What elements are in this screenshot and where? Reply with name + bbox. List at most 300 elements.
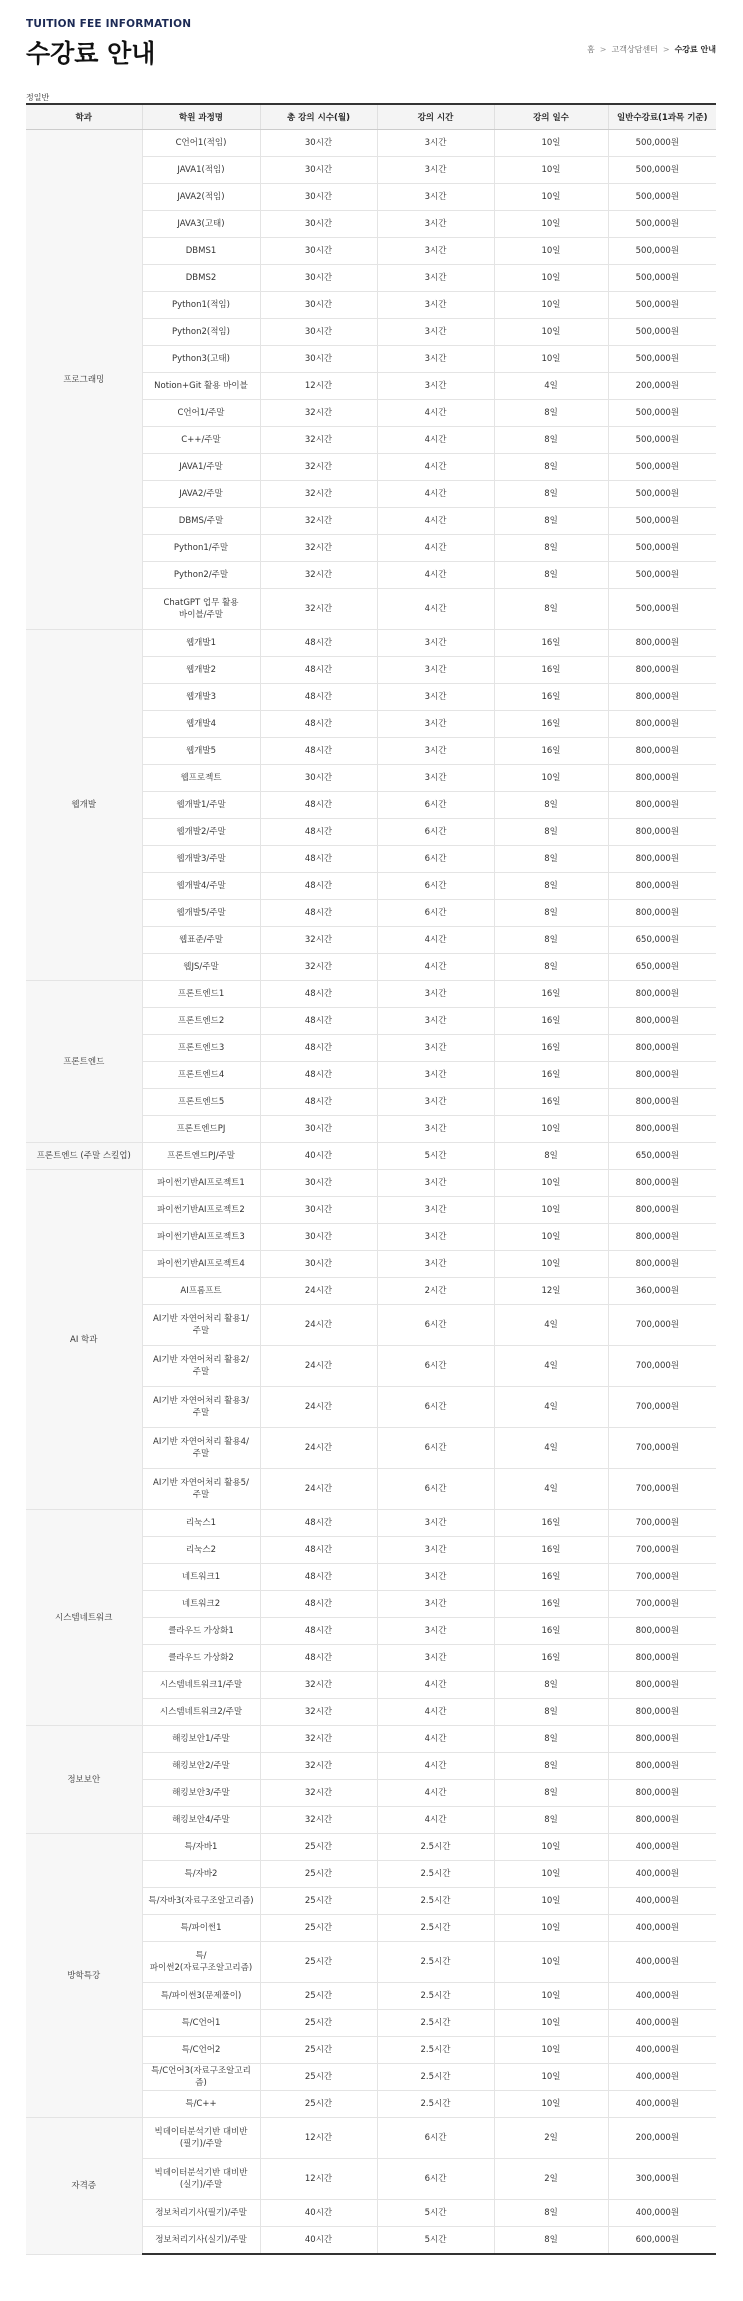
total-hours-cell: 48시간 bbox=[260, 900, 377, 927]
total-hours-cell: 25시간 bbox=[260, 1915, 377, 1942]
course-name-cell: 네트워크2 bbox=[142, 1591, 260, 1618]
lecture-time-cell: 4시간 bbox=[377, 1780, 494, 1807]
course-name-cell: 웹개발2 bbox=[142, 657, 260, 684]
days-cell: 8일 bbox=[494, 846, 608, 873]
lecture-time-cell: 3시간 bbox=[377, 130, 494, 157]
lecture-time-cell: 3시간 bbox=[377, 1062, 494, 1089]
fee-cell: 500,000원 bbox=[608, 481, 716, 508]
dept-cell: 시스템네트워크 bbox=[26, 1510, 142, 1726]
course-name-cell: 프론트엔드5 bbox=[142, 1089, 260, 1116]
course-name-cell: JAVA1(적임) bbox=[142, 157, 260, 184]
days-cell: 10일 bbox=[494, 2064, 608, 2091]
dept-cell: AI 학과 bbox=[26, 1170, 142, 1510]
course-name-cell: Python1/주말 bbox=[142, 535, 260, 562]
course-name-cell: 해킹보안2/주말 bbox=[142, 1753, 260, 1780]
fee-cell: 700,000원 bbox=[608, 1564, 716, 1591]
course-name-cell: 특/C++ bbox=[142, 2091, 260, 2118]
fee-cell: 500,000원 bbox=[608, 211, 716, 238]
fee-cell: 500,000원 bbox=[608, 130, 716, 157]
days-cell: 8일 bbox=[494, 562, 608, 589]
course-name-cell: AI기반 자연어처리 활용4/ 주말 bbox=[142, 1428, 260, 1469]
course-name-cell: 리눅스2 bbox=[142, 1537, 260, 1564]
days-cell: 8일 bbox=[494, 454, 608, 481]
dept-cell: 프로그래밍 bbox=[26, 130, 142, 630]
days-cell: 10일 bbox=[494, 2091, 608, 2118]
lecture-time-cell: 2.5시간 bbox=[377, 1915, 494, 1942]
lecture-time-cell: 2.5시간 bbox=[377, 2091, 494, 2118]
days-cell: 8일 bbox=[494, 1699, 608, 1726]
course-name-cell: 프론트엔드1 bbox=[142, 981, 260, 1008]
days-cell: 2일 bbox=[494, 2159, 608, 2200]
total-hours-cell: 48시간 bbox=[260, 1618, 377, 1645]
total-hours-cell: 48시간 bbox=[260, 981, 377, 1008]
total-hours-cell: 48시간 bbox=[260, 873, 377, 900]
total-hours-cell: 48시간 bbox=[260, 684, 377, 711]
dept-cell: 방학특강 bbox=[26, 1834, 142, 2118]
days-cell: 10일 bbox=[494, 1197, 608, 1224]
days-cell: 10일 bbox=[494, 1888, 608, 1915]
fee-cell: 500,000원 bbox=[608, 184, 716, 211]
total-hours-cell: 32시간 bbox=[260, 427, 377, 454]
total-hours-cell: 48시간 bbox=[260, 630, 377, 657]
chevron-right-icon: > bbox=[599, 45, 607, 54]
page-subtitle: TUITION FEE INFORMATION bbox=[26, 18, 192, 30]
days-cell: 16일 bbox=[494, 1645, 608, 1672]
total-hours-cell: 30시간 bbox=[260, 265, 377, 292]
days-cell: 10일 bbox=[494, 1834, 608, 1861]
lecture-time-cell: 6시간 bbox=[377, 873, 494, 900]
days-cell: 10일 bbox=[494, 1983, 608, 2010]
fee-cell: 500,000원 bbox=[608, 400, 716, 427]
days-cell: 10일 bbox=[494, 2010, 608, 2037]
total-hours-cell: 24시간 bbox=[260, 1346, 377, 1387]
fee-cell: 800,000원 bbox=[608, 657, 716, 684]
fee-cell: 800,000원 bbox=[608, 738, 716, 765]
fee-cell: 400,000원 bbox=[608, 1861, 716, 1888]
lecture-time-cell: 3시간 bbox=[377, 1089, 494, 1116]
course-name-cell: C++/주말 bbox=[142, 427, 260, 454]
course-name-cell: 파이썬기반AI프로젝트3 bbox=[142, 1224, 260, 1251]
lecture-time-cell: 3시간 bbox=[377, 265, 494, 292]
course-name-cell: 해킹보안1/주말 bbox=[142, 1726, 260, 1753]
total-hours-cell: 48시간 bbox=[260, 1564, 377, 1591]
days-cell: 16일 bbox=[494, 1564, 608, 1591]
lecture-time-cell: 3시간 bbox=[377, 1035, 494, 1062]
days-cell: 8일 bbox=[494, 2227, 608, 2255]
lecture-time-cell: 6시간 bbox=[377, 1346, 494, 1387]
course-name-cell: ChatGPT 업무 활용 바이블/주말 bbox=[142, 589, 260, 630]
fee-cell: 400,000원 bbox=[608, 1983, 716, 2010]
lecture-time-cell: 6시간 bbox=[377, 1305, 494, 1346]
fee-cell: 800,000원 bbox=[608, 1699, 716, 1726]
table-row bbox=[26, 1726, 716, 1753]
lecture-time-cell: 2.5시간 bbox=[377, 1983, 494, 2010]
table-header-row bbox=[26, 104, 716, 130]
tuition-table bbox=[26, 103, 716, 2255]
days-cell: 8일 bbox=[494, 873, 608, 900]
lecture-time-cell: 6시간 bbox=[377, 900, 494, 927]
lecture-time-cell: 3시간 bbox=[377, 765, 494, 792]
course-name-cell: 정보처리기사(실기)/주말 bbox=[142, 2227, 260, 2255]
total-hours-cell: 32시간 bbox=[260, 562, 377, 589]
lecture-time-cell: 2.5시간 bbox=[377, 1834, 494, 1861]
course-name-cell: 웹개발4/주말 bbox=[142, 873, 260, 900]
total-hours-cell: 48시간 bbox=[260, 1008, 377, 1035]
days-cell: 8일 bbox=[494, 1672, 608, 1699]
fee-cell: 800,000원 bbox=[608, 1726, 716, 1753]
days-cell: 8일 bbox=[494, 1780, 608, 1807]
total-hours-cell: 25시간 bbox=[260, 2064, 377, 2091]
total-hours-cell: 32시간 bbox=[260, 954, 377, 981]
fee-cell: 650,000원 bbox=[608, 1143, 716, 1170]
days-cell: 8일 bbox=[494, 900, 608, 927]
breadcrumb-home[interactable]: 홈 bbox=[587, 45, 595, 54]
total-hours-cell: 24시간 bbox=[260, 1387, 377, 1428]
total-hours-cell: 30시간 bbox=[260, 130, 377, 157]
total-hours-cell: 24시간 bbox=[260, 1305, 377, 1346]
fee-cell: 400,000원 bbox=[608, 2010, 716, 2037]
fee-cell: 400,000원 bbox=[608, 1888, 716, 1915]
total-hours-cell: 32시간 bbox=[260, 400, 377, 427]
total-hours-cell: 32시간 bbox=[260, 1726, 377, 1753]
chevron-right-icon: > bbox=[662, 45, 670, 54]
fee-cell: 800,000원 bbox=[608, 1780, 716, 1807]
lecture-time-cell: 3시간 bbox=[377, 657, 494, 684]
course-name-cell: 프론트엔드4 bbox=[142, 1062, 260, 1089]
lecture-time-cell: 4시간 bbox=[377, 927, 494, 954]
lecture-time-cell: 4시간 bbox=[377, 562, 494, 589]
fee-cell: 200,000원 bbox=[608, 2118, 716, 2159]
total-hours-cell: 30시간 bbox=[260, 1116, 377, 1143]
course-name-cell: 특/자바2 bbox=[142, 1861, 260, 1888]
days-cell: 8일 bbox=[494, 1726, 608, 1753]
lecture-time-cell: 3시간 bbox=[377, 292, 494, 319]
fee-cell: 800,000원 bbox=[608, 1251, 716, 1278]
fee-cell: 500,000원 bbox=[608, 589, 716, 630]
fee-cell: 500,000원 bbox=[608, 346, 716, 373]
total-hours-cell: 30시간 bbox=[260, 1224, 377, 1251]
table-row bbox=[26, 981, 716, 1008]
course-name-cell: 프론트엔드PJ bbox=[142, 1116, 260, 1143]
lecture-time-cell: 4시간 bbox=[377, 1726, 494, 1753]
fee-cell: 600,000원 bbox=[608, 2227, 716, 2255]
breadcrumb bbox=[587, 44, 716, 55]
course-name-cell: DBMS1 bbox=[142, 238, 260, 265]
total-hours-cell: 12시간 bbox=[260, 2159, 377, 2200]
days-cell: 8일 bbox=[494, 481, 608, 508]
fee-cell: 500,000원 bbox=[608, 292, 716, 319]
days-cell: 8일 bbox=[494, 400, 608, 427]
lecture-time-cell: 3시간 bbox=[377, 238, 494, 265]
course-name-cell: 특/ 파이썬2(자료구조알고리즘) bbox=[142, 1942, 260, 1983]
lecture-time-cell: 5시간 bbox=[377, 2200, 494, 2227]
course-name-cell: Python1(적임) bbox=[142, 292, 260, 319]
total-hours-cell: 32시간 bbox=[260, 589, 377, 630]
fee-cell: 400,000원 bbox=[608, 1942, 716, 1983]
lecture-time-cell: 6시간 bbox=[377, 1428, 494, 1469]
course-name-cell: 해킹보안3/주말 bbox=[142, 1780, 260, 1807]
course-name-cell: JAVA1/주말 bbox=[142, 454, 260, 481]
table-row bbox=[26, 1510, 716, 1537]
total-hours-cell: 32시간 bbox=[260, 1753, 377, 1780]
days-cell: 10일 bbox=[494, 265, 608, 292]
total-hours-cell: 25시간 bbox=[260, 2037, 377, 2064]
total-hours-cell: 30시간 bbox=[260, 1251, 377, 1278]
total-hours-cell: 48시간 bbox=[260, 846, 377, 873]
total-hours-cell: 32시간 bbox=[260, 1699, 377, 1726]
dept-cell: 프론트엔드 (주말 스킬업) bbox=[26, 1143, 142, 1170]
lecture-time-cell: 3시간 bbox=[377, 1197, 494, 1224]
fee-cell: 800,000원 bbox=[608, 711, 716, 738]
fee-cell: 800,000원 bbox=[608, 1089, 716, 1116]
lecture-time-cell: 3시간 bbox=[377, 1170, 494, 1197]
total-hours-cell: 48시간 bbox=[260, 657, 377, 684]
days-cell: 4일 bbox=[494, 1305, 608, 1346]
total-hours-cell: 40시간 bbox=[260, 2200, 377, 2227]
fee-cell: 300,000원 bbox=[608, 2159, 716, 2200]
days-cell: 10일 bbox=[494, 1224, 608, 1251]
days-cell: 4일 bbox=[494, 1428, 608, 1469]
total-hours-cell: 48시간 bbox=[260, 792, 377, 819]
lecture-time-cell: 3시간 bbox=[377, 319, 494, 346]
fee-cell: 500,000원 bbox=[608, 319, 716, 346]
fee-cell: 700,000원 bbox=[608, 1591, 716, 1618]
column-header-fee: 일반수강료(1과목 기준) bbox=[608, 104, 716, 130]
total-hours-cell: 30시간 bbox=[260, 346, 377, 373]
course-name-cell: AI기반 자연어처리 활용1/ 주말 bbox=[142, 1305, 260, 1346]
fee-cell: 500,000원 bbox=[608, 562, 716, 589]
course-name-cell: AI프롬프트 bbox=[142, 1278, 260, 1305]
days-cell: 10일 bbox=[494, 2037, 608, 2064]
course-name-cell: 파이썬기반AI프로젝트4 bbox=[142, 1251, 260, 1278]
days-cell: 16일 bbox=[494, 1510, 608, 1537]
fee-cell: 700,000원 bbox=[608, 1305, 716, 1346]
fee-cell: 500,000원 bbox=[608, 427, 716, 454]
total-hours-cell: 32시간 bbox=[260, 1780, 377, 1807]
lecture-time-cell: 3시간 bbox=[377, 184, 494, 211]
total-hours-cell: 40시간 bbox=[260, 1143, 377, 1170]
course-name-cell: 웹개발1/주말 bbox=[142, 792, 260, 819]
total-hours-cell: 25시간 bbox=[260, 1861, 377, 1888]
course-name-cell: 특/자바3(자료구조알고리즘) bbox=[142, 1888, 260, 1915]
total-hours-cell: 30시간 bbox=[260, 1197, 377, 1224]
fee-cell: 800,000원 bbox=[608, 1062, 716, 1089]
course-name-cell: DBMS2 bbox=[142, 265, 260, 292]
course-name-cell: 파이썬기반AI프로젝트1 bbox=[142, 1170, 260, 1197]
days-cell: 10일 bbox=[494, 1942, 608, 1983]
fee-cell: 800,000원 bbox=[608, 765, 716, 792]
lecture-time-cell: 2.5시간 bbox=[377, 1861, 494, 1888]
days-cell: 8일 bbox=[494, 508, 608, 535]
course-name-cell: 특/C언어3(자료구조알고리즘) bbox=[142, 2064, 260, 2091]
course-name-cell: 리눅스1 bbox=[142, 1510, 260, 1537]
fee-cell: 700,000원 bbox=[608, 1537, 716, 1564]
lecture-time-cell: 3시간 bbox=[377, 1008, 494, 1035]
course-name-cell: 프론트엔드3 bbox=[142, 1035, 260, 1062]
course-name-cell: 시스템네트워크1/주말 bbox=[142, 1672, 260, 1699]
column-header-course: 학원 과정명 bbox=[142, 104, 260, 130]
fee-cell: 800,000원 bbox=[608, 792, 716, 819]
fee-cell: 700,000원 bbox=[608, 1510, 716, 1537]
days-cell: 16일 bbox=[494, 657, 608, 684]
course-name-cell: 웹JS/주말 bbox=[142, 954, 260, 981]
days-cell: 4일 bbox=[494, 373, 608, 400]
lecture-time-cell: 6시간 bbox=[377, 819, 494, 846]
breadcrumb-customer-center[interactable]: 고객상담센터 bbox=[611, 45, 658, 54]
lecture-time-cell: 3시간 bbox=[377, 711, 494, 738]
days-cell: 10일 bbox=[494, 184, 608, 211]
fee-cell: 800,000원 bbox=[608, 1645, 716, 1672]
course-name-cell: 프론트엔드2 bbox=[142, 1008, 260, 1035]
course-name-cell: 시스템네트워크2/주말 bbox=[142, 1699, 260, 1726]
days-cell: 10일 bbox=[494, 319, 608, 346]
lecture-time-cell: 3시간 bbox=[377, 373, 494, 400]
days-cell: 4일 bbox=[494, 1387, 608, 1428]
total-hours-cell: 32시간 bbox=[260, 927, 377, 954]
total-hours-cell: 30시간 bbox=[260, 765, 377, 792]
lecture-time-cell: 3시간 bbox=[377, 1537, 494, 1564]
days-cell: 16일 bbox=[494, 1062, 608, 1089]
total-hours-cell: 30시간 bbox=[260, 319, 377, 346]
lecture-time-cell: 3시간 bbox=[377, 157, 494, 184]
total-hours-cell: 30시간 bbox=[260, 1170, 377, 1197]
course-name-cell: 웹개발3 bbox=[142, 684, 260, 711]
lecture-time-cell: 4시간 bbox=[377, 454, 494, 481]
course-name-cell: Python2/주말 bbox=[142, 562, 260, 589]
total-hours-cell: 48시간 bbox=[260, 1035, 377, 1062]
course-name-cell: 빅데이터분석기반 대비반 (실기)/주말 bbox=[142, 2159, 260, 2200]
total-hours-cell: 48시간 bbox=[260, 1591, 377, 1618]
total-hours-cell: 25시간 bbox=[260, 2091, 377, 2118]
course-name-cell: 해킹보안4/주말 bbox=[142, 1807, 260, 1834]
total-hours-cell: 40시간 bbox=[260, 2227, 377, 2255]
lecture-time-cell: 3시간 bbox=[377, 1564, 494, 1591]
table-row bbox=[26, 130, 716, 157]
course-name-cell: JAVA2(적임) bbox=[142, 184, 260, 211]
page-title: 수강료 안내 bbox=[26, 39, 156, 68]
days-cell: 10일 bbox=[494, 157, 608, 184]
fee-cell: 800,000원 bbox=[608, 1224, 716, 1251]
course-name-cell: JAVA2/주말 bbox=[142, 481, 260, 508]
course-name-cell: 특/C언어2 bbox=[142, 2037, 260, 2064]
fee-cell: 500,000원 bbox=[608, 535, 716, 562]
days-cell: 8일 bbox=[494, 427, 608, 454]
fee-cell: 800,000원 bbox=[608, 873, 716, 900]
fee-cell: 400,000원 bbox=[608, 2091, 716, 2118]
total-hours-cell: 32시간 bbox=[260, 1672, 377, 1699]
days-cell: 16일 bbox=[494, 981, 608, 1008]
table-row bbox=[26, 1143, 716, 1170]
fee-cell: 700,000원 bbox=[608, 1469, 716, 1510]
total-hours-cell: 25시간 bbox=[260, 2010, 377, 2037]
course-name-cell: DBMS/주말 bbox=[142, 508, 260, 535]
fee-cell: 650,000원 bbox=[608, 927, 716, 954]
fee-cell: 400,000원 bbox=[608, 1915, 716, 1942]
days-cell: 10일 bbox=[494, 211, 608, 238]
days-cell: 16일 bbox=[494, 1035, 608, 1062]
fee-cell: 800,000원 bbox=[608, 630, 716, 657]
fee-cell: 200,000원 bbox=[608, 373, 716, 400]
total-hours-cell: 30시간 bbox=[260, 238, 377, 265]
days-cell: 10일 bbox=[494, 1915, 608, 1942]
days-cell: 8일 bbox=[494, 1807, 608, 1834]
column-header-lecture-time: 강의 시간 bbox=[377, 104, 494, 130]
lecture-time-cell: 2.5시간 bbox=[377, 2064, 494, 2091]
course-name-cell: Python2(적임) bbox=[142, 319, 260, 346]
days-cell: 16일 bbox=[494, 1537, 608, 1564]
days-cell: 16일 bbox=[494, 1008, 608, 1035]
course-name-cell: 웹표준/주말 bbox=[142, 927, 260, 954]
course-name-cell: AI기반 자연어처리 활용5/ 주말 bbox=[142, 1469, 260, 1510]
days-cell: 16일 bbox=[494, 630, 608, 657]
days-cell: 16일 bbox=[494, 711, 608, 738]
course-name-cell: 특/파이썬1 bbox=[142, 1915, 260, 1942]
total-hours-cell: 48시간 bbox=[260, 738, 377, 765]
course-name-cell: JAVA3(고태) bbox=[142, 211, 260, 238]
lecture-time-cell: 3시간 bbox=[377, 1251, 494, 1278]
course-name-cell: C언어1/주말 bbox=[142, 400, 260, 427]
lecture-time-cell: 4시간 bbox=[377, 400, 494, 427]
fee-cell: 400,000원 bbox=[608, 2037, 716, 2064]
lecture-time-cell: 6시간 bbox=[377, 1469, 494, 1510]
fee-cell: 700,000원 bbox=[608, 1428, 716, 1469]
course-name-cell: 클라우드 가상화1 bbox=[142, 1618, 260, 1645]
lecture-time-cell: 2.5시간 bbox=[377, 1888, 494, 1915]
lecture-time-cell: 4시간 bbox=[377, 1753, 494, 1780]
fee-cell: 400,000원 bbox=[608, 1834, 716, 1861]
lecture-time-cell: 6시간 bbox=[377, 846, 494, 873]
fee-cell: 500,000원 bbox=[608, 238, 716, 265]
days-cell: 16일 bbox=[494, 684, 608, 711]
breadcrumb-current: 수강료 안내 bbox=[674, 45, 716, 54]
lecture-time-cell: 3시간 bbox=[377, 684, 494, 711]
days-cell: 10일 bbox=[494, 1116, 608, 1143]
lecture-time-cell: 3시간 bbox=[377, 630, 494, 657]
days-cell: 8일 bbox=[494, 1143, 608, 1170]
dept-cell: 정보보안 bbox=[26, 1726, 142, 1834]
days-cell: 10일 bbox=[494, 130, 608, 157]
course-name-cell: 웹개발4 bbox=[142, 711, 260, 738]
course-name-cell: AI기반 자연어처리 활용3/ 주말 bbox=[142, 1387, 260, 1428]
column-header-total-hours: 총 강의 시수(월) bbox=[260, 104, 377, 130]
fee-cell: 500,000원 bbox=[608, 454, 716, 481]
fee-cell: 400,000원 bbox=[608, 2200, 716, 2227]
fee-cell: 500,000원 bbox=[608, 157, 716, 184]
lecture-time-cell: 6시간 bbox=[377, 792, 494, 819]
fee-cell: 700,000원 bbox=[608, 1346, 716, 1387]
lecture-time-cell: 4시간 bbox=[377, 1699, 494, 1726]
fee-cell: 500,000원 bbox=[608, 508, 716, 535]
dept-cell: 자격증 bbox=[26, 2118, 142, 2255]
course-name-cell: 특/C언어1 bbox=[142, 2010, 260, 2037]
lecture-time-cell: 3시간 bbox=[377, 738, 494, 765]
days-cell: 2일 bbox=[494, 2118, 608, 2159]
days-cell: 16일 bbox=[494, 738, 608, 765]
total-hours-cell: 30시간 bbox=[260, 157, 377, 184]
course-name-cell: Notion+Git 활용 바이블 bbox=[142, 373, 260, 400]
lecture-time-cell: 4시간 bbox=[377, 508, 494, 535]
fee-cell: 800,000원 bbox=[608, 1008, 716, 1035]
fee-cell: 800,000원 bbox=[608, 1753, 716, 1780]
total-hours-cell: 25시간 bbox=[260, 1942, 377, 1983]
lecture-time-cell: 5시간 bbox=[377, 1143, 494, 1170]
fee-cell: 500,000원 bbox=[608, 265, 716, 292]
course-name-cell: 웹개발3/주말 bbox=[142, 846, 260, 873]
course-name-cell: 웹개발5/주말 bbox=[142, 900, 260, 927]
days-cell: 10일 bbox=[494, 1861, 608, 1888]
fee-cell: 700,000원 bbox=[608, 1387, 716, 1428]
lecture-time-cell: 4시간 bbox=[377, 427, 494, 454]
